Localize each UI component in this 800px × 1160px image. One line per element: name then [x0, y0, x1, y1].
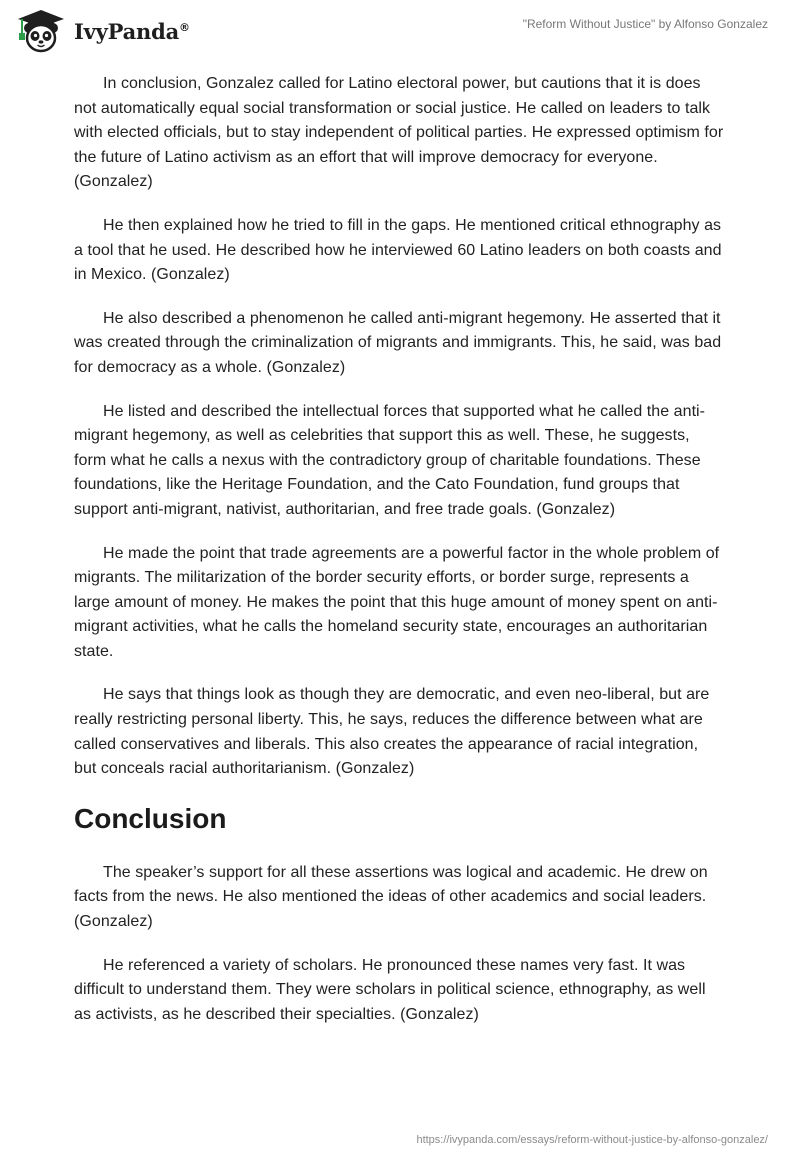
ivypanda-logo[interactable] — [14, 8, 190, 54]
paragraph: He says that things look as though they are democratic, and even neo-liberal, but are really restricting personal liberty. This, he says, reduces the difference between what are called conservatives and liberals. This also creates the appearance of racial integration, but conceals racial authoritarianism. (Gonzalez) — [74, 686, 710, 778]
panda-graduate-icon — [14, 8, 68, 54]
paragraph: He listed and described the intellectual forces that supported what he called the anti-migrant hegemony, as well as celebrities that support this as well. These, he suggests, form what he calls a nexus with the contradictory group of charitable foundations. These foundations, like the Heritage Foundation, and the Cato Foundation, fund groups that support anti-migrant, nativist, authoritarian, and free trade goals. (Gonzalez) — [74, 402, 706, 518]
page-header — [0, 0, 800, 62]
registered-mark: ® — [179, 20, 190, 34]
section-heading: Conclusion — [74, 802, 227, 834]
running-title: "Reform Without Justice" by Alfonso Gonzalez — [522, 17, 768, 31]
paragraph: He referenced a variety of scholars. He pronounced these names very fast. It was difficult to understand them. They were scholars in political science, ethnography, as well as activists, as he described their specialties. (Gonzalez) — [74, 956, 706, 1023]
brand-name: IvyPanda® — [74, 18, 190, 44]
paragraph: He also described a phenomenon he called anti-migrant hegemony. He asserted that it was created through the criminalization of migrants and immigrants. This, he said, was bad for democracy as a whole. (Gonzalez) — [74, 309, 722, 376]
paragraph: He then explained how he tried to fill in the gaps. He mentioned critical ethnography as a tool that he used. He described how he interviewed 60 Latino leaders on both coasts and in Mexico. (Gonzalez) — [74, 216, 722, 284]
source-url[interactable]: https://ivypanda.com/essays/reform-without-justice-by-alfonso-gonzalez/ — [416, 1134, 768, 1146]
paragraph: In conclusion, Gonzalez called for Latino electoral power, but cautions that it is does not automatically equal social transformation or social justice. He called on leaders to talk with elected officials, but to stay independent of political parties. He expressed optimism for the future of Latino activism as an effort that will improve democracy for everyone. (Gonzalez) — [74, 75, 724, 191]
paragraph: The speaker’s support for all these assertions was logical and academic. He drew on facts from the news. He also mentioned the ideas of other academics and social leaders. (Gonzalez) — [74, 863, 708, 931]
essay-body — [74, 72, 724, 1046]
paragraph: He made the point that trade agreements are a powerful factor in the whole problem of migrants. The militarization of the border security efforts, or border surge, represents a large amount of money. He makes the point that this huge amount of money spent on anti-migrant activities, what he calls the homeland security state, encourages an authoritarian state. — [74, 544, 720, 660]
